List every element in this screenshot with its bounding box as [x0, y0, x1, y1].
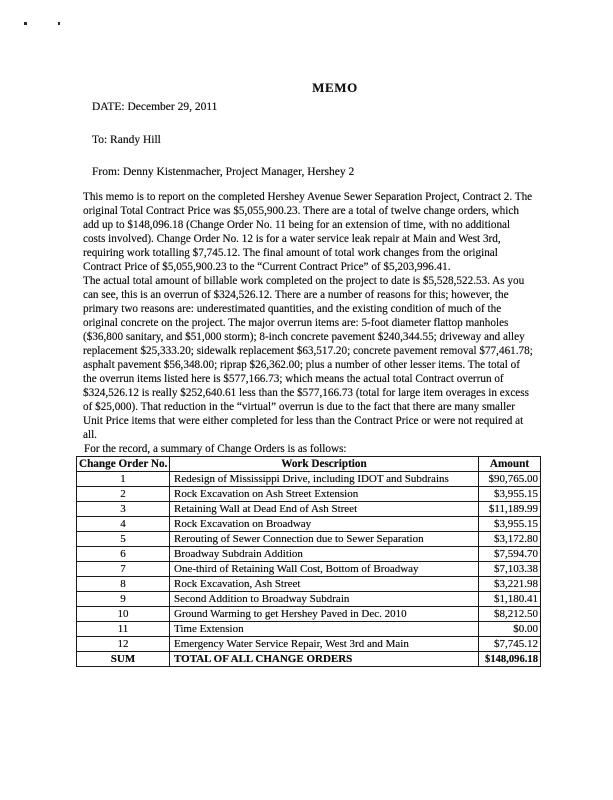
amount-cell: $8,212.50 — [479, 607, 541, 622]
change-order-no-cell: 7 — [77, 562, 170, 577]
change-order-no-cell: 11 — [77, 622, 170, 637]
table-row — [77, 637, 541, 652]
work-description-cell: Broadway Subdrain Addition — [170, 547, 479, 562]
table-row — [77, 592, 541, 607]
work-description-cell: Rock Excavation, Ash Street — [170, 577, 479, 592]
date-line: DATE: December 29, 2011 — [92, 101, 218, 113]
table-header-row — [77, 457, 541, 472]
body-line: asphalt pavement $56,348.00; riprap $26,362.00; plus a number of other lesser items. The total of — [83, 359, 520, 371]
sum-label-cell: SUM — [77, 652, 170, 667]
body-line: This memo is to report on the completed Hershey Avenue Sewer Separation Project, Contract 2. The — [83, 191, 533, 203]
body-line: of $25,000). That reduction in the “virtual” overrun is due to the fact that there are many smaller — [83, 401, 515, 413]
change-order-no-cell: 3 — [77, 502, 170, 517]
body-line: add up to $148,096.18 (Change Order No. 11 being for an extension of time, with no additional — [83, 219, 511, 231]
work-description-cell: Ground Warming to get Hershey Paved in Dec. 2010 — [170, 607, 479, 622]
from-line: From: Denny Kistenmacher, Project Manager, Hershey 2 — [92, 166, 355, 178]
table-row — [77, 547, 541, 562]
scan-speck — [58, 22, 60, 25]
change-order-no-cell: 9 — [77, 592, 170, 607]
work-description-cell: Retaining Wall at Dead End of Ash Street — [170, 502, 479, 517]
table-row — [77, 502, 541, 517]
work-description-cell: Redesign of Mississippi Drive, including IDOT and Subdrains — [170, 472, 479, 487]
amount-cell: $90,765.00 — [479, 472, 541, 487]
change-order-no-cell: 12 — [77, 637, 170, 652]
change-order-no-cell: 4 — [77, 517, 170, 532]
body-line: ($36,800 sanitary, and $51,000 storm); 8-inch concrete pavement $240,344.55; driveway and alley — [83, 331, 525, 343]
body-line: Unit Price items that were either completed for less than the Contract Price or were not required at — [83, 415, 524, 427]
change-order-no-cell: 6 — [77, 547, 170, 562]
table-row — [77, 487, 541, 502]
scan-speck — [24, 22, 27, 25]
amount-cell: $7,594.70 — [479, 547, 541, 562]
table-body — [77, 472, 541, 652]
work-description-cell: Second Addition to Broadway Subdrain — [170, 592, 479, 607]
table-row — [77, 517, 541, 532]
body-line: $324,526.12 is really $252,640.61 less than the $577,166.73 (total for large item overages in excess — [83, 387, 529, 399]
table-row — [77, 532, 541, 547]
table-sum-row — [77, 652, 541, 667]
body-line: can see, this is an overrun of $324,526.12. There are a number of reasons for this; however, the — [83, 289, 509, 301]
body-line: The actual total amount of billable work completed on the project to date is $5,528,522.53. As you — [83, 275, 525, 287]
amount-cell: $1,180.41 — [479, 592, 541, 607]
work-description-cell: One-third of Retaining Wall Cost, Bottom of Broadway — [170, 562, 479, 577]
amount-cell: $3,955.15 — [479, 517, 541, 532]
body-line: costs involved). Change Order No. 12 is for a water service leak repair at Main and West 3rd, — [83, 233, 501, 245]
table-row — [77, 472, 541, 487]
change-order-no-cell: 2 — [77, 487, 170, 502]
body-line: replacement $25,333.20; sidewalk replacement $63,517.20; concrete pavement removal $77,461.78; — [83, 345, 533, 357]
amount-cell: $7,103.38 — [479, 562, 541, 577]
col-header-change-order-no: Change Order No. — [77, 457, 170, 472]
amount-cell: $3,221.98 — [479, 577, 541, 592]
body-line: requiring work totalling $7,745.12. The final amount of total work changes from the original — [83, 247, 498, 259]
work-description-cell: Rock Excavation on Broadway — [170, 517, 479, 532]
col-header-work-description: Work Description — [170, 457, 479, 472]
table-row — [77, 562, 541, 577]
body-line: original Total Contract Price was $5,055,900.23. There are a total of twelve change orders, which — [83, 205, 519, 217]
change-order-no-cell: 1 — [77, 472, 170, 487]
table-row — [77, 622, 541, 637]
memo-title: MEMO — [312, 80, 358, 95]
amount-cell: $11,189.99 — [479, 502, 541, 517]
body-line: original concrete on the project. The major overrun items are: 5-foot diameter flattop manholes — [83, 317, 509, 329]
sum-amount-cell: $148,096.18 — [479, 652, 541, 667]
work-description-cell: Rock Excavation on Ash Street Extension — [170, 487, 479, 502]
work-description-cell: Emergency Water Service Repair, West 3rd and Main — [170, 637, 479, 652]
work-description-cell: Time Extension — [170, 622, 479, 637]
sum-description-cell: TOTAL OF ALL CHANGE ORDERS — [170, 652, 479, 667]
amount-cell: $7,745.12 — [479, 637, 541, 652]
amount-cell: $3,955.15 — [479, 487, 541, 502]
table-row — [77, 577, 541, 592]
body-line: the overrun items listed here is $577,166.73; which means the actual total Contract overrun of — [83, 373, 504, 385]
memo-body — [83, 190, 533, 442]
change-orders-table — [76, 456, 541, 667]
amount-cell: $3,172.80 — [479, 532, 541, 547]
body-line: primary two reasons are: underestimated quantities, and the existing condition of much of the — [83, 303, 502, 315]
body-line: Contract Price of $5,055,900.23 to the “Current Contract Price” of $5,203,996.41. — [83, 261, 451, 273]
to-line: To: Randy Hill — [92, 134, 161, 146]
body-line: all. — [83, 429, 97, 441]
table-intro-line: For the record, a summary of Change Orders is as follows: — [84, 443, 347, 455]
work-description-cell: Rerouting of Sewer Connection due to Sewer Separation — [170, 532, 479, 547]
col-header-amount: Amount — [479, 457, 541, 472]
change-order-no-cell: 5 — [77, 532, 170, 547]
table-row — [77, 607, 541, 622]
amount-cell: $0.00 — [479, 622, 541, 637]
change-order-no-cell: 8 — [77, 577, 170, 592]
change-order-no-cell: 10 — [77, 607, 170, 622]
